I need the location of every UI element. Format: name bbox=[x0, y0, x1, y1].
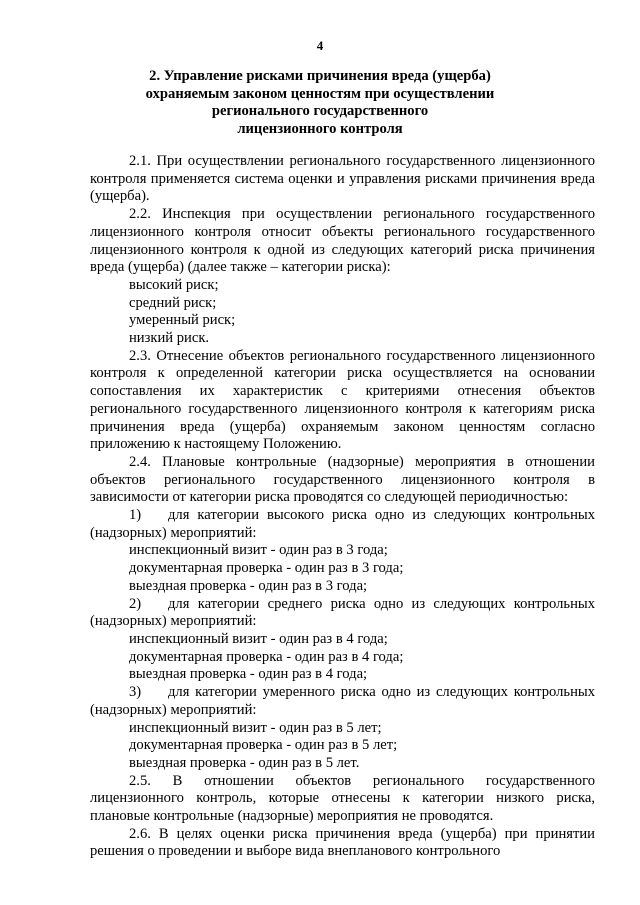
paragraph-2-6: 2.6. В целях оценки риска причинения вреда (ущерба) при принятии решения о проведении и выборе вида внепланового контрольного bbox=[90, 825, 595, 860]
periodicity-moderate-risk bbox=[90, 684, 595, 719]
paragraph-2-2: 2.2. Инспекция при осуществлении регионального государственного лицензионного контроля относит объекты регионального государственного лицензионного контроля к одной из следующих категорий риска причинения вреда (ущерба) (далее также – категории риска): bbox=[90, 206, 595, 276]
risk-category-medium: средний риск; bbox=[129, 294, 217, 311]
list-item: выездная проверка - один раз в 4 года; bbox=[129, 666, 368, 683]
paragraph-2-4: 2.4. Плановые контрольные (надзорные) мероприятия в отношении объектов регионального государственного лицензионного контроля в зависимости от категории риска проводятся со следующей периодичностью: bbox=[90, 453, 595, 506]
periodicity-high-risk bbox=[90, 507, 595, 542]
list-text: для категории умеренного риска одно из следующих контрольных (надзорных) мероприятий: bbox=[90, 684, 595, 718]
heading-line: регионального государственного bbox=[211, 103, 429, 119]
paragraph-2-5: 2.5. В отношении объектов регионального государственного лицензионного контроль, которые отнесены к категории низкого риска, плановые контрольные (надзорные) мероприятия не проводятся. bbox=[90, 772, 595, 825]
list-item: выездная проверка - один раз в 3 года; bbox=[129, 577, 368, 594]
section-heading bbox=[110, 68, 530, 138]
list-text: для категории среднего риска одно из следующих контрольных (надзорных) мероприятий: bbox=[90, 595, 595, 630]
risk-category-low: низкий риск. bbox=[129, 330, 210, 347]
list-item: документарная проверка - один раз в 5 лет; bbox=[129, 737, 398, 754]
risk-category-high: высокий риск; bbox=[129, 276, 219, 293]
list-item: документарная проверка - один раз в 3 года; bbox=[129, 560, 404, 577]
list-number: 3) bbox=[129, 684, 142, 701]
document-body bbox=[90, 153, 595, 861]
list-item: документарная проверка - один раз в 4 года; bbox=[129, 648, 404, 665]
heading-line: 2. Управление рисками причинения вреда (ущерба) bbox=[149, 68, 491, 84]
list-item: инспекционный визит - один раз в 4 года; bbox=[129, 630, 388, 647]
risk-category-moderate: умеренный риск; bbox=[129, 312, 236, 329]
list-item: инспекционный визит - один раз в 5 лет; bbox=[129, 719, 382, 736]
list-number: 1) bbox=[129, 507, 142, 524]
list-item: инспекционный визит - один раз в 3 года; bbox=[129, 542, 388, 559]
page-number: 4 bbox=[316, 38, 324, 53]
periodicity-medium-risk bbox=[90, 596, 595, 631]
list-item: выездная проверка - один раз в 5 лет. bbox=[129, 754, 360, 771]
list-text: для категории высокого риска одно из следующих контрольных (надзорных) мероприятий: bbox=[90, 507, 595, 541]
paragraph-2-1: 2.1. При осуществлении регионального государственного лицензионного контроля применяется система оценки и управления рисками причинения вреда (ущерба). bbox=[90, 153, 595, 205]
list-number: 2) bbox=[129, 595, 142, 612]
heading-line: лицензионного контроля bbox=[237, 120, 403, 137]
heading-line: охраняемым законом ценностям при осуществлении bbox=[145, 85, 495, 102]
paragraph-2-3: 2.3. Отнесение объектов регионального государственного лицензионного контроля к определенной категории риска осуществляется на основании сопоставления их характеристик с критериями отнесения объектов регионального государственного лицензионного контроля к категориям риска причинения вреда (ущерба) охраняемым законом ценностям согласно приложению к настоящему Положению. bbox=[90, 347, 595, 453]
